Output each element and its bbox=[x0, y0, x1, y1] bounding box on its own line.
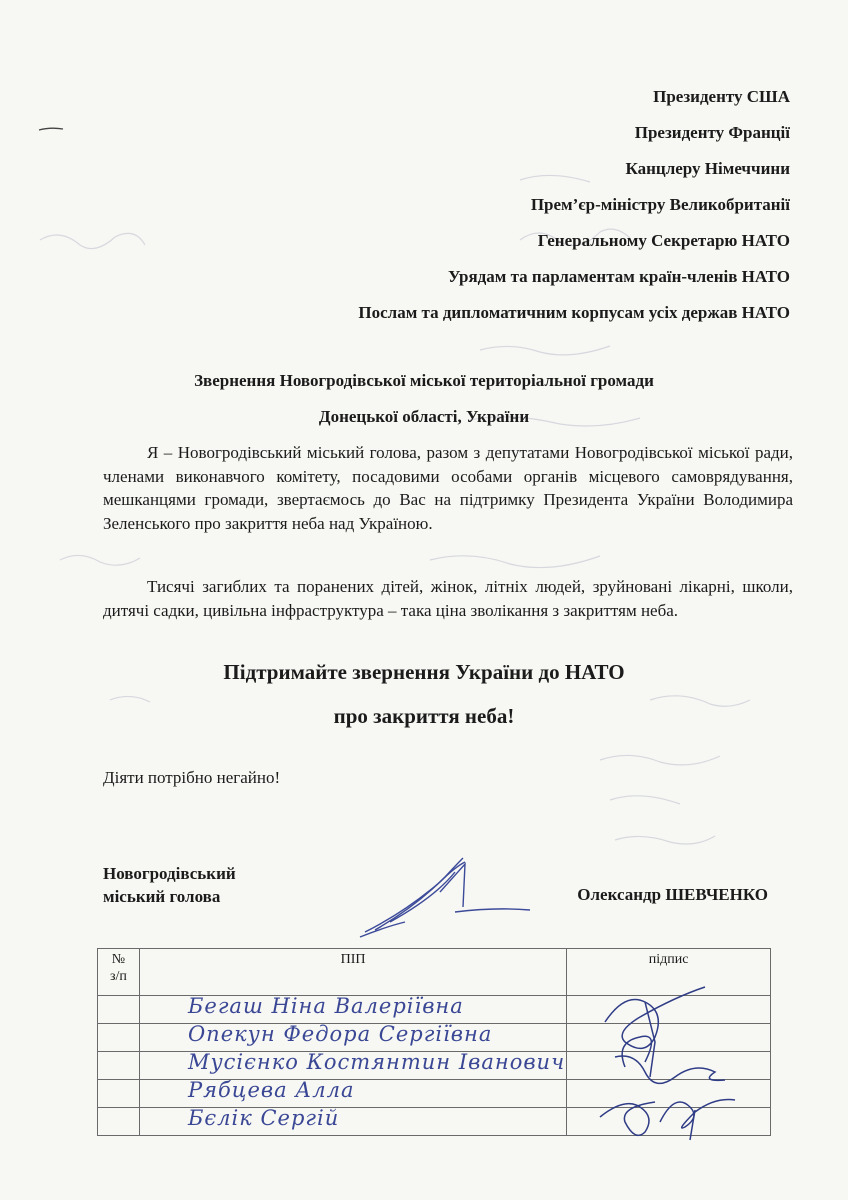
signer-title-line: міський голова bbox=[103, 887, 221, 906]
signer-title-line: Новогродівський bbox=[103, 864, 236, 883]
margin-mark bbox=[38, 126, 64, 132]
column-header-name: ПІП bbox=[139, 949, 566, 996]
row-number-cell bbox=[98, 996, 140, 1024]
column-header-signature: підпис bbox=[567, 949, 771, 996]
subject-title: Звернення Новогродівської міської територіальної громади bbox=[194, 371, 654, 390]
row-number-cell bbox=[98, 1024, 140, 1052]
appeal-heading-2: про закриття неба! bbox=[333, 704, 515, 728]
handwritten-name: Бегаш Ніна Валеріївна bbox=[187, 994, 464, 1018]
urgent-note: Діяти потрібно негайно! bbox=[103, 768, 281, 787]
handwritten-name: Рябцева Алла bbox=[187, 1078, 355, 1102]
mayor-signature bbox=[345, 852, 545, 942]
signer-title bbox=[103, 862, 236, 908]
table-signatures bbox=[585, 982, 755, 1142]
addressee-list bbox=[358, 86, 790, 338]
addressee-line: Урядам та парламентам країн-членів НАТО bbox=[447, 267, 790, 286]
row-name-cell bbox=[139, 1052, 566, 1080]
column-header-number: № з/п bbox=[98, 949, 140, 996]
handwritten-name: Опекун Федора Сергіївна bbox=[187, 1022, 493, 1046]
addressee-line: Президенту США bbox=[653, 87, 790, 106]
appeal-heading-1: Підтримайте звернення України до НАТО bbox=[223, 660, 625, 684]
row-number-cell bbox=[98, 1108, 140, 1136]
addressee-line: Генеральному Секретарю НАТО bbox=[537, 231, 790, 250]
addressee-line: Прем’єр-міністру Великобританії bbox=[530, 195, 790, 214]
row-name-cell bbox=[139, 996, 566, 1024]
handwritten-name: Бєлік Сергій bbox=[187, 1106, 340, 1130]
subject-subtitle: Донецької області, України bbox=[318, 407, 530, 426]
row-name-cell bbox=[139, 1024, 566, 1052]
row-number-cell bbox=[98, 1052, 140, 1080]
handwritten-name: Мусієнко Костянтин Іванович bbox=[187, 1050, 566, 1074]
body-paragraph-2: Тисячі загиблих та поранених дітей, жінок, літніх людей, зруйновані лікарні, школи, дитячі садки, цивільна інфраструктура – така ціна зволікання з закриттям неба. bbox=[103, 577, 793, 620]
addressee-line: Президенту Франції bbox=[634, 123, 790, 142]
addressee-line: Послам та дипломатичним корпусам усіх держав НАТО bbox=[358, 303, 790, 322]
row-name-cell bbox=[139, 1080, 566, 1108]
row-name-cell bbox=[139, 1108, 566, 1136]
signer-name: Олександр ШЕВЧЕНКО bbox=[577, 885, 768, 904]
row-number-cell bbox=[98, 1080, 140, 1108]
body-paragraph-1: Я – Новогродівський міський голова, разом з депутатами Новогродівської міської ради, членами виконавчого комітету, посадовими особами органів місцевого самоврядування, мешканцями громади, звертаємось до Вас на підтримку Президента України Володимира Зеленського про закриття неба над Україною. bbox=[103, 443, 793, 533]
addressee-line: Канцлеру Німеччини bbox=[625, 159, 790, 178]
